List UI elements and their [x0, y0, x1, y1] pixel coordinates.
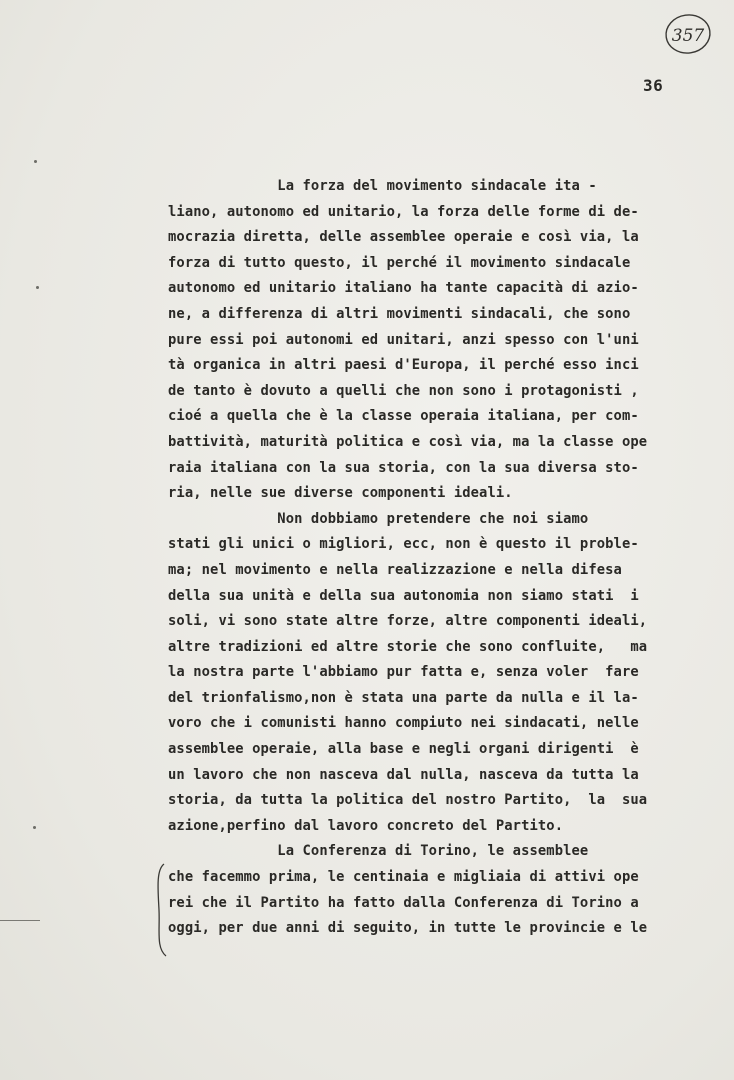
- text-line: assemblee operaie, alla base e negli organi dirigenti è: [168, 741, 639, 758]
- text-line: azione,perfino dal lavoro concreto del Partito.: [168, 817, 564, 834]
- text-line: che facemmo prima, le centinaia e migliaia di attivi ope: [168, 869, 639, 886]
- punch-dot: [34, 160, 37, 163]
- text-line: forza di tutto questo, il perché il movimento sindacale: [168, 254, 631, 271]
- text-line: La Conferenza di Torino, le assemblee: [168, 843, 589, 860]
- punch-dot: [33, 826, 36, 829]
- text-line: voro che i comunisti hanno compiuto nei sindacati, nelle: [168, 715, 639, 732]
- text-line: la nostra parte l'abbiamo pur fatta e, senza voler fare: [168, 664, 639, 681]
- text-line: liano, autonomo ed unitario, la forza delle forme di de-: [168, 203, 639, 220]
- text-line: un lavoro che non nasceva dal nulla, nasceva da tutta la: [168, 766, 639, 783]
- page-number: 36: [643, 76, 664, 95]
- text-line: soli, vi sono state altre forze, altre componenti ideali,: [168, 613, 648, 630]
- text-line: della sua unità e della sua autonomia non siamo stati i: [168, 587, 639, 604]
- archive-number-text: 357: [671, 26, 705, 46]
- text-line: ria, nelle sue diverse componenti ideali.: [168, 485, 513, 502]
- text-line: altre tradizioni ed altre storie che sono confluite, ma: [168, 638, 648, 655]
- text-line: del trionfalismo,non è stata una parte da nulla e il la-: [168, 689, 639, 706]
- text-line: rei che il Partito ha fatto dalla Conferenza di Torino a: [168, 894, 639, 911]
- text-line: de tanto è dovuto a quelli che non sono i protagonisti ,: [168, 382, 639, 399]
- typed-text-body: [168, 174, 688, 942]
- text-line: ma; nel movimento e nella realizzazione e nella difesa: [168, 561, 622, 578]
- text-line: pure essi poi autonomi ed unitari, anzi spesso con l'uni: [168, 331, 639, 348]
- margin-rule: [0, 920, 40, 921]
- text-line: battività, maturità politica e così via, ma la classe ope: [168, 433, 648, 450]
- text-line: tà organica in altri paesi d'Europa, il perché esso inci: [168, 357, 639, 374]
- text-line: cioé a quella che è la classe operaia italiana, per com-: [168, 408, 639, 425]
- punch-dot: [36, 286, 39, 289]
- archive-number-stamp: [663, 12, 713, 56]
- text-line: stati gli unici o migliori, ecc, non è questo il proble-: [168, 536, 639, 553]
- text-line: mocrazia diretta, delle assemblee operaie e così via, la: [168, 229, 639, 246]
- text-line: ne, a differenza di altri movimenti sindacali, che sono: [168, 305, 631, 322]
- text-line: Non dobbiamo pretendere che noi siamo: [168, 510, 589, 527]
- handwritten-circle-icon: [663, 12, 713, 56]
- text-line: oggi, per due anni di seguito, in tutte le provincie e le: [168, 920, 648, 937]
- text-line: storia, da tutta la politica del nostro Partito, la sua: [168, 792, 648, 809]
- margin-bracket-mark: [150, 860, 170, 960]
- text-line: La forza del movimento sindacale ita -: [168, 178, 597, 194]
- text-line: autonomo ed unitario italiano ha tante capacità di azio-: [168, 280, 639, 297]
- text-line: raia italiana con la sua storia, con la sua diversa sto-: [168, 459, 639, 476]
